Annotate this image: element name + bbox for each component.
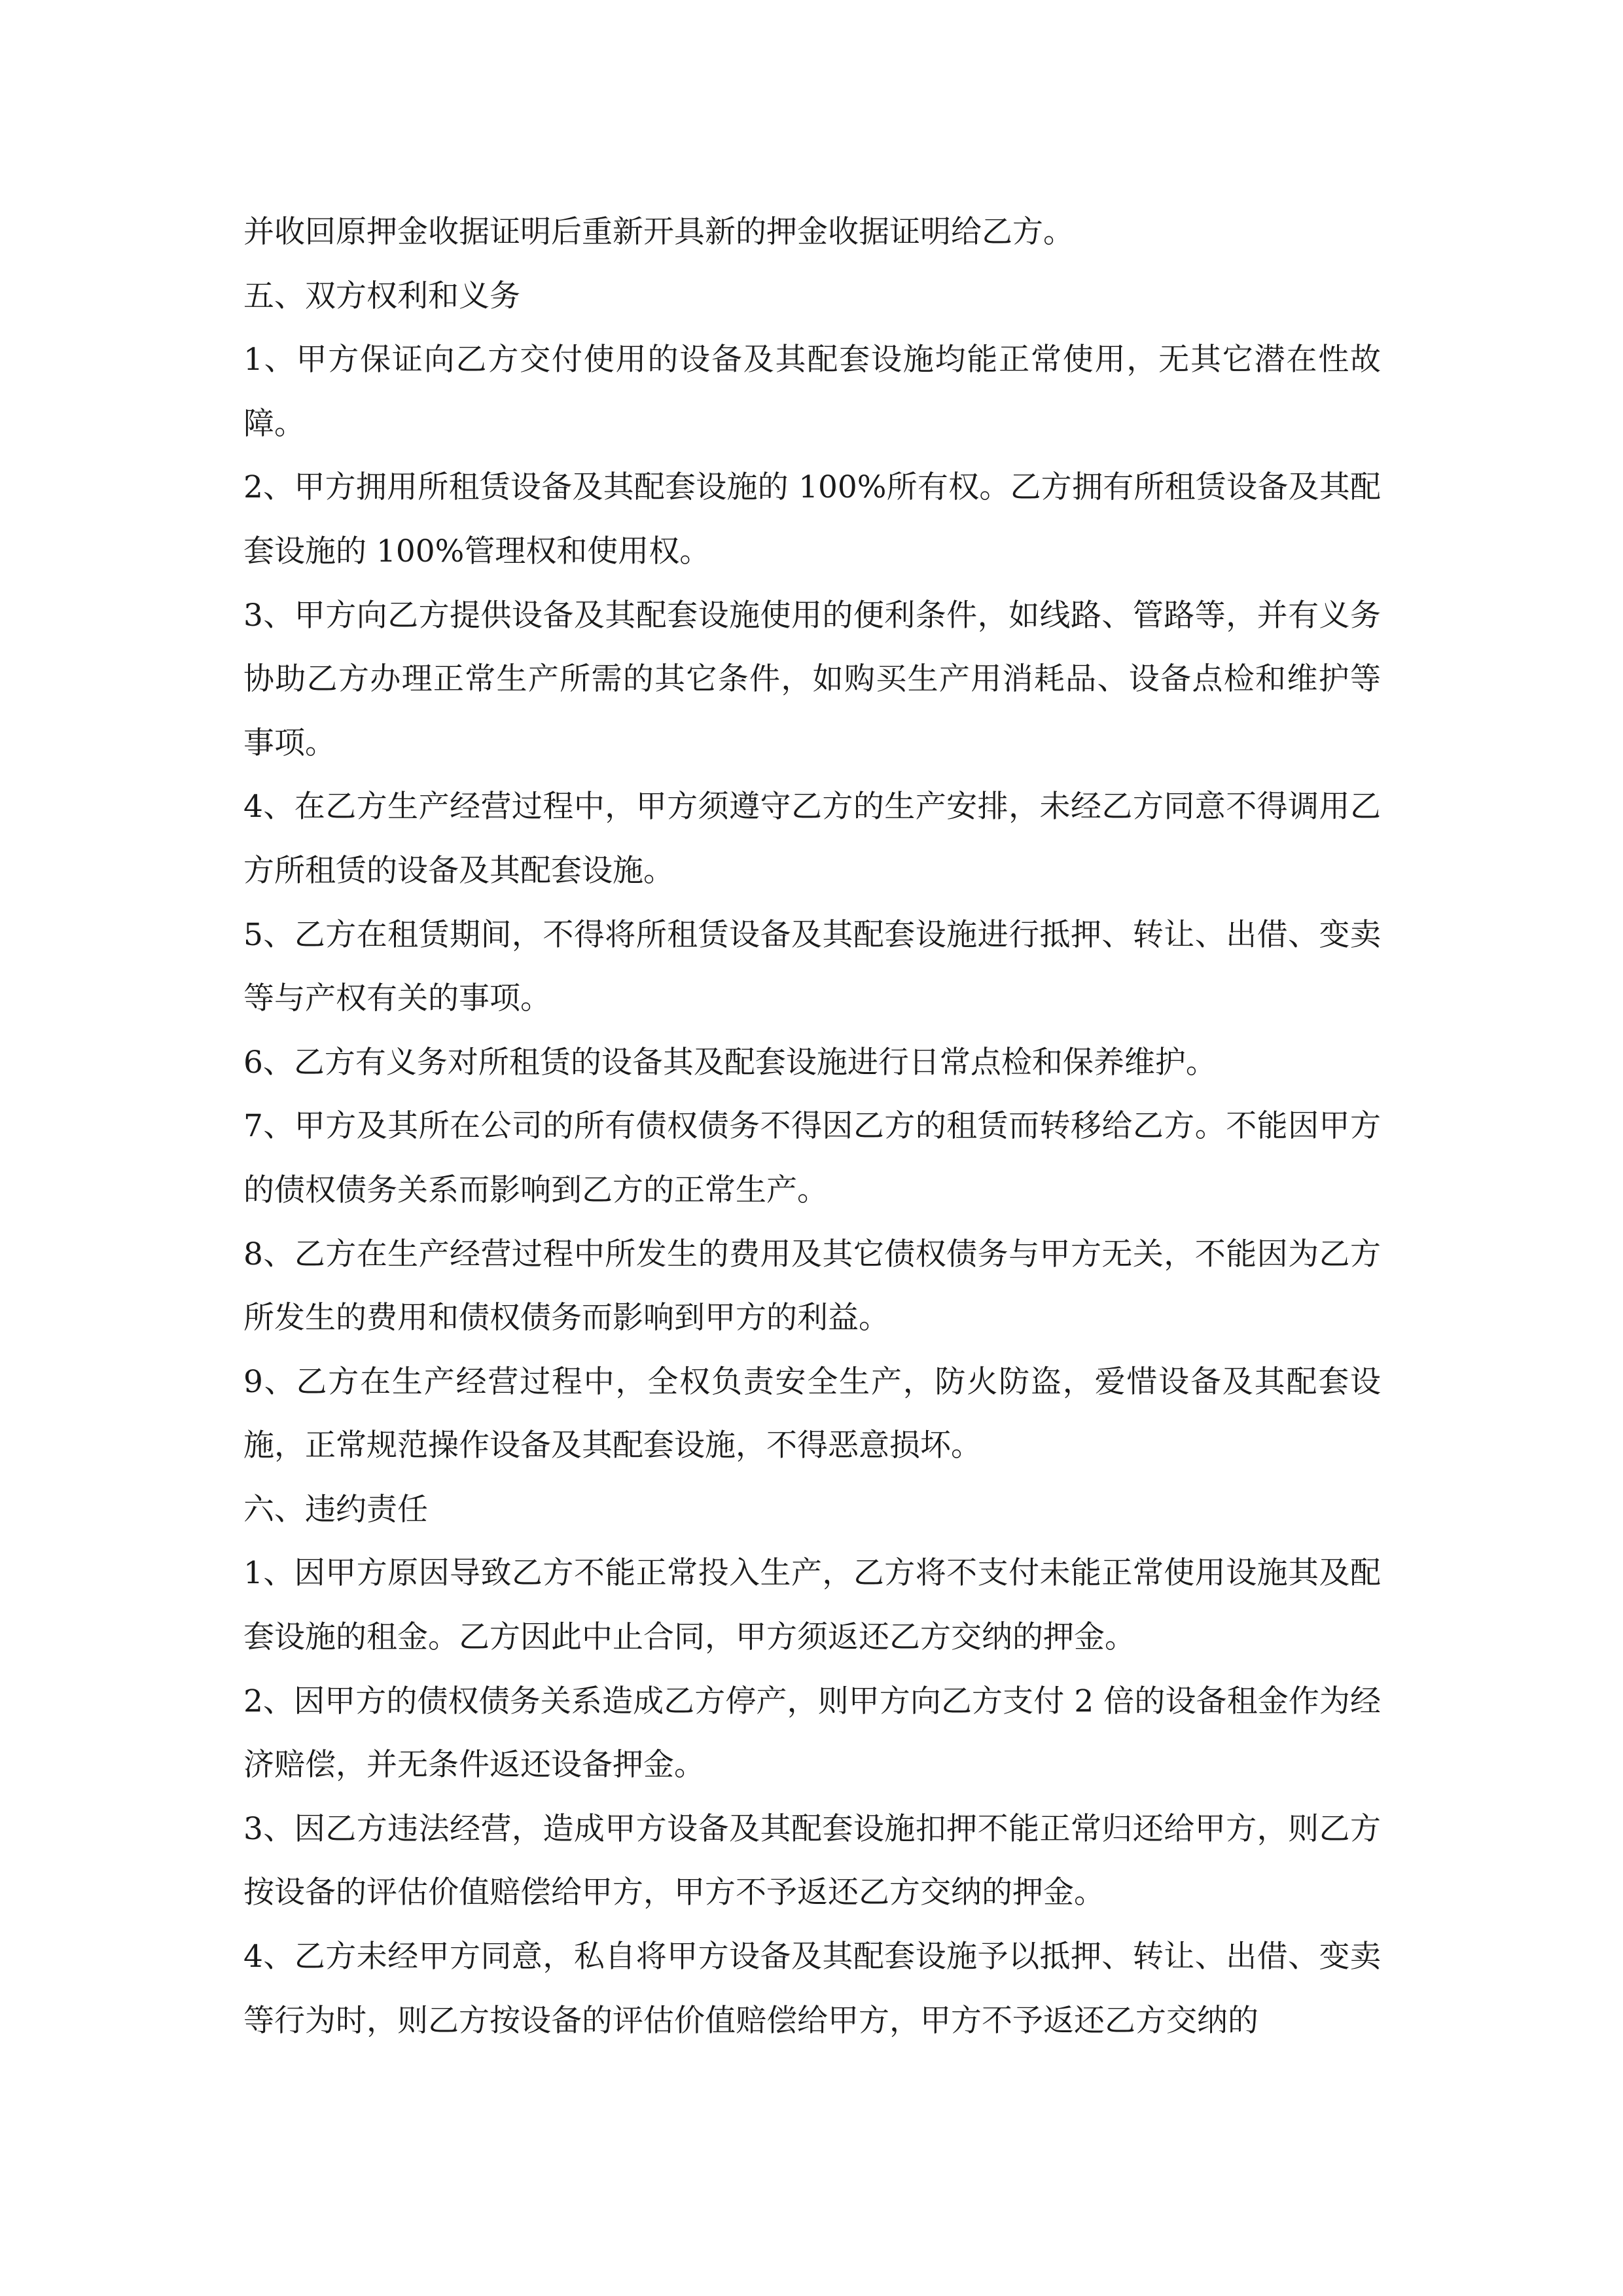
clause-6-4: 4、乙方未经甲方同意，私自将甲方设备及其配套设施予以抵押、转让、出借、变卖等行为时，则乙方按设备的评估价值赔偿给甲方，甲方不予返还乙方交纳的 xyxy=(243,1939,1381,2039)
clause-5-1: 1、甲方保证向乙方交付使用的设备及其配套设施均能正常使用，无其它潜在性故障。 xyxy=(243,342,1381,442)
clause-5-7: 7、甲方及其所在公司的所有债权债务不得因乙方的租赁而转移给乙方。不能因甲方的债权债务关系而影响到乙方的正常生产。 xyxy=(243,1108,1381,1208)
clause-5-6: 6、乙方有义务对所租赁的设备其及配套设施进行日常点检和保养维护。 xyxy=(243,1044,1217,1081)
clause-6-3: 3、因乙方违法经营，造成甲方设备及其配套设施扣押不能正常归还给甲方，则乙方按设备的评估价值赔偿给甲方，甲方不予返还乙方交纳的押金。 xyxy=(243,1810,1381,1911)
section-heading-rights-obligations: 五、双方权利和义务 xyxy=(243,278,520,314)
section-heading-breach-liability: 六、违约责任 xyxy=(243,1491,428,1528)
clause-5-4: 4、在乙方生产经营过程中，甲方须遵守乙方的生产安排，未经乙方同意不得调用乙方所租赁的设备及其配套设施。 xyxy=(243,789,1381,889)
document-body xyxy=(243,200,1381,2053)
clause-5-2: 2、甲方拥用所租赁设备及其配套设施的 100%所有权。乙方拥有所租赁设备及其配套设施的 100%管理权和使用权。 xyxy=(243,469,1381,569)
clause-5-9: 9、乙方在生产经营过程中，全权负责安全生产，防火防盗，爱惜设备及其配套设施，正常规范操作设备及其配套设施，不得恶意损坏。 xyxy=(243,1363,1381,1464)
clause-5-3: 3、甲方向乙方提供设备及其配套设施使用的便利条件，如线路、管路等，并有义务协助乙方办理正常生产所需的其它条件，如购买生产用消耗品、设备点检和维护等事项。 xyxy=(243,597,1381,761)
clause-6-1: 1、因甲方原因导致乙方不能正常投入生产，乙方将不支付未能正常使用设施其及配套设施的租金。乙方因此中止合同，甲方须返还乙方交纳的押金。 xyxy=(243,1555,1381,1656)
clause-5-5: 5、乙方在租赁期间，不得将所租赁设备及其配套设施进行抵押、转让、出借、变卖等与产权有关的事项。 xyxy=(243,916,1381,1017)
clause-5-8: 8、乙方在生产经营过程中所发生的费用及其它债权债务与甲方无关，不能因为乙方所发生的费用和债权债务而影响到甲方的利益。 xyxy=(243,1236,1381,1336)
paragraph-continuation: 并收回原押金收据证明后重新开具新的押金收据证明给乙方。 xyxy=(243,214,1074,250)
clause-6-2: 2、因甲方的债权债务关系造成乙方停产，则甲方向乙方支付 2 倍的设备租金作为经济赔偿，并无条件返还设备押金。 xyxy=(243,1683,1381,1784)
